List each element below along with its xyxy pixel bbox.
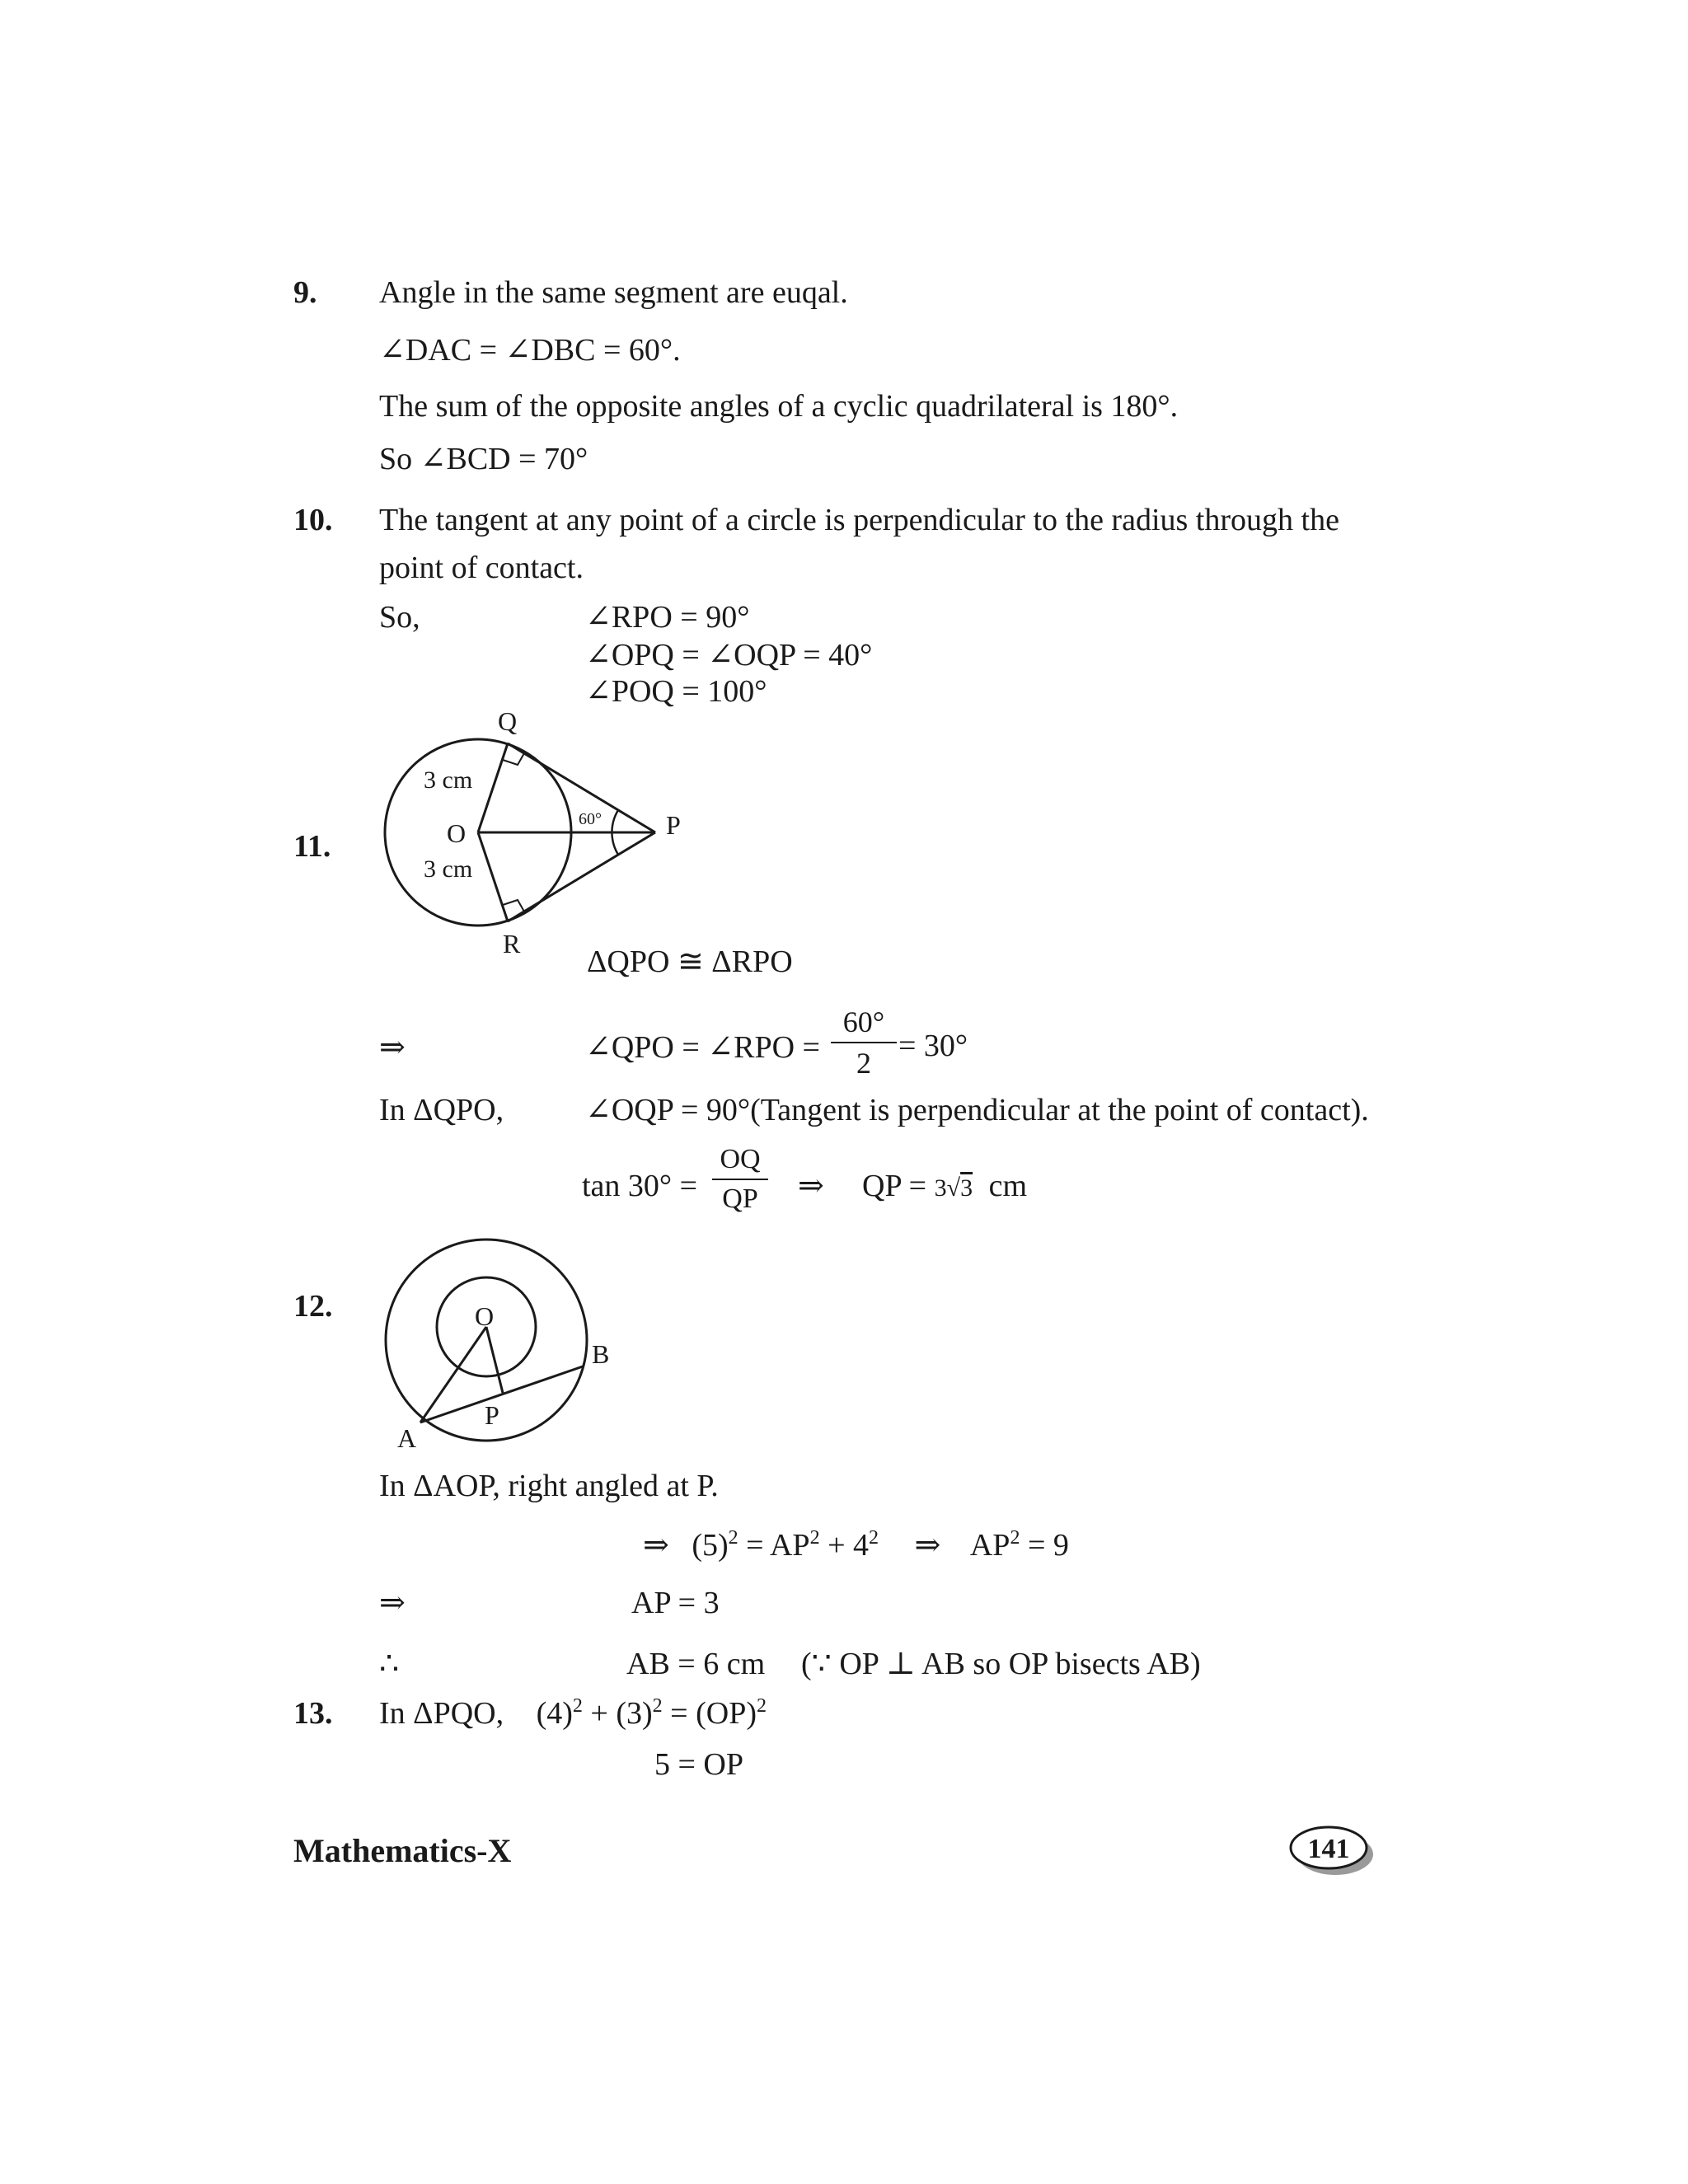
segment-op xyxy=(486,1327,503,1393)
question-number-10: 10. xyxy=(293,503,333,537)
q11-implies: ⇒ xyxy=(379,1030,406,1065)
label-q: Q xyxy=(498,706,518,736)
label-a: A xyxy=(397,1423,417,1453)
fraction-bar xyxy=(831,1042,897,1043)
q13-t2: + (3) xyxy=(582,1696,653,1731)
tan-denominator: QP xyxy=(722,1183,758,1214)
eq1-plus: + 4 xyxy=(819,1528,870,1563)
q13-lead: In ΔPQO, xyxy=(379,1696,504,1731)
q11-tan-fraction xyxy=(712,1146,768,1213)
label-o: O xyxy=(447,818,467,848)
eq1-res: AP xyxy=(969,1528,1010,1563)
page-number: 141 xyxy=(1307,1834,1350,1864)
q11-in-triangle: In ΔQPO, xyxy=(379,1093,504,1127)
q9-line-4: So ∠BCD = 70° xyxy=(379,442,588,476)
question-number-9: 9. xyxy=(293,275,317,310)
q11-congruence: ΔQPO ≅ ΔRPO xyxy=(587,944,793,979)
q11-angle-eq-left: ∠QPO = ∠RPO = xyxy=(585,1030,820,1065)
label-r: R xyxy=(503,929,521,956)
q12-eq-1 xyxy=(643,1527,1069,1563)
q10-line-1: The tangent at any point of a circle is perpendicular to the radius through the xyxy=(379,503,1339,537)
right-angle-mark-r xyxy=(503,900,524,912)
label-p: P xyxy=(666,810,681,840)
tan-numerator: OQ xyxy=(720,1144,761,1174)
tangent-circle-figure xyxy=(371,701,717,956)
question-number-11: 11. xyxy=(293,829,331,864)
page-number-badge xyxy=(1286,1823,1376,1882)
qp-coeff: 3 xyxy=(934,1174,947,1202)
q11-tan-left: tan 30° = xyxy=(582,1169,698,1203)
q13-e3: 2 xyxy=(757,1695,767,1717)
fraction-numerator: 60° xyxy=(842,1005,885,1038)
fraction-denominator: 2 xyxy=(856,1047,871,1080)
eq1-res-exp: 2 xyxy=(1010,1527,1020,1549)
sqrt-sign: √ xyxy=(946,1174,961,1202)
q13-e2: 2 xyxy=(652,1695,663,1717)
radius-oq xyxy=(478,743,508,832)
q12-therefore: ∴ xyxy=(379,1647,400,1681)
q10-eq-3: ∠POQ = 100° xyxy=(585,674,767,709)
question-number-13: 13. xyxy=(293,1696,333,1731)
eq1-arrow2: ⇒ xyxy=(914,1528,941,1563)
q11-oqp-statement: ∠OQP = 90°(Tangent is perpendicular at the point of contact). xyxy=(585,1093,1369,1127)
q10-eq-1: ∠RPO = 90° xyxy=(585,600,750,635)
radius-or xyxy=(478,832,508,921)
label-b: B xyxy=(592,1339,610,1369)
q9-line-2: ∠DAC = ∠DBC = 60°. xyxy=(379,333,681,368)
q12-implies: ⇒ xyxy=(379,1586,406,1620)
q10-eq-2: ∠OPQ = ∠OQP = 40° xyxy=(585,638,873,673)
eq1-arrow: ⇒ xyxy=(643,1528,669,1563)
q13-t3: = (OP) xyxy=(662,1696,757,1731)
q13-line-2: 5 = OP xyxy=(654,1747,744,1782)
right-angle-mark-q xyxy=(503,753,524,765)
eq1-res-val: = 9 xyxy=(1020,1528,1069,1563)
q11-fraction xyxy=(831,1007,897,1078)
q13-line-1 xyxy=(379,1695,767,1731)
q12-ab: AB = 6 cm xyxy=(626,1647,766,1681)
label-3cm-bottom: 3 cm xyxy=(424,855,473,883)
tangent-pr xyxy=(508,832,655,921)
q9-line-1: Angle in the same segment are euqal. xyxy=(379,275,848,310)
q12-line-1: In ΔAOP, right angled at P. xyxy=(379,1469,719,1503)
label-p: P xyxy=(485,1400,499,1430)
qp-unit: cm xyxy=(988,1169,1028,1203)
q12-reason: (∵ OP ⊥ AB so OP bisects AB) xyxy=(801,1647,1201,1681)
q12-ap: AP = 3 xyxy=(631,1586,720,1620)
label-o: O xyxy=(475,1301,495,1331)
q13-e1: 2 xyxy=(572,1695,583,1717)
eq1-exp2: 2 xyxy=(809,1527,820,1549)
footer-book-title: Mathematics-X xyxy=(293,1832,512,1869)
qp-result-pre: QP = xyxy=(862,1169,935,1203)
q11-angle-eq-right: = 30° xyxy=(898,1029,968,1063)
question-number-12: 12. xyxy=(293,1289,333,1324)
q10-so: So, xyxy=(379,600,420,635)
qp-root: 3 xyxy=(960,1174,973,1202)
tan-fraction-bar xyxy=(712,1179,768,1180)
eq1-exp3: 2 xyxy=(869,1527,879,1549)
q13-t1: (4) xyxy=(536,1696,573,1731)
q9-line-3: The sum of the opposite angles of a cyclic quadrilateral is 180°. xyxy=(379,389,1179,424)
q11-qp-result xyxy=(862,1170,1027,1202)
eq1-base: (5) xyxy=(692,1528,729,1563)
label-3cm-top: 3 cm xyxy=(424,766,473,794)
concentric-circles-figure xyxy=(379,1236,643,1459)
label-angle-60: 60° xyxy=(579,810,602,828)
eq1-mid: = AP xyxy=(738,1528,810,1563)
q11-tan-implies: ⇒ xyxy=(798,1169,824,1203)
q10-line-2: point of contact. xyxy=(379,551,584,585)
eq1-exp: 2 xyxy=(728,1527,738,1549)
